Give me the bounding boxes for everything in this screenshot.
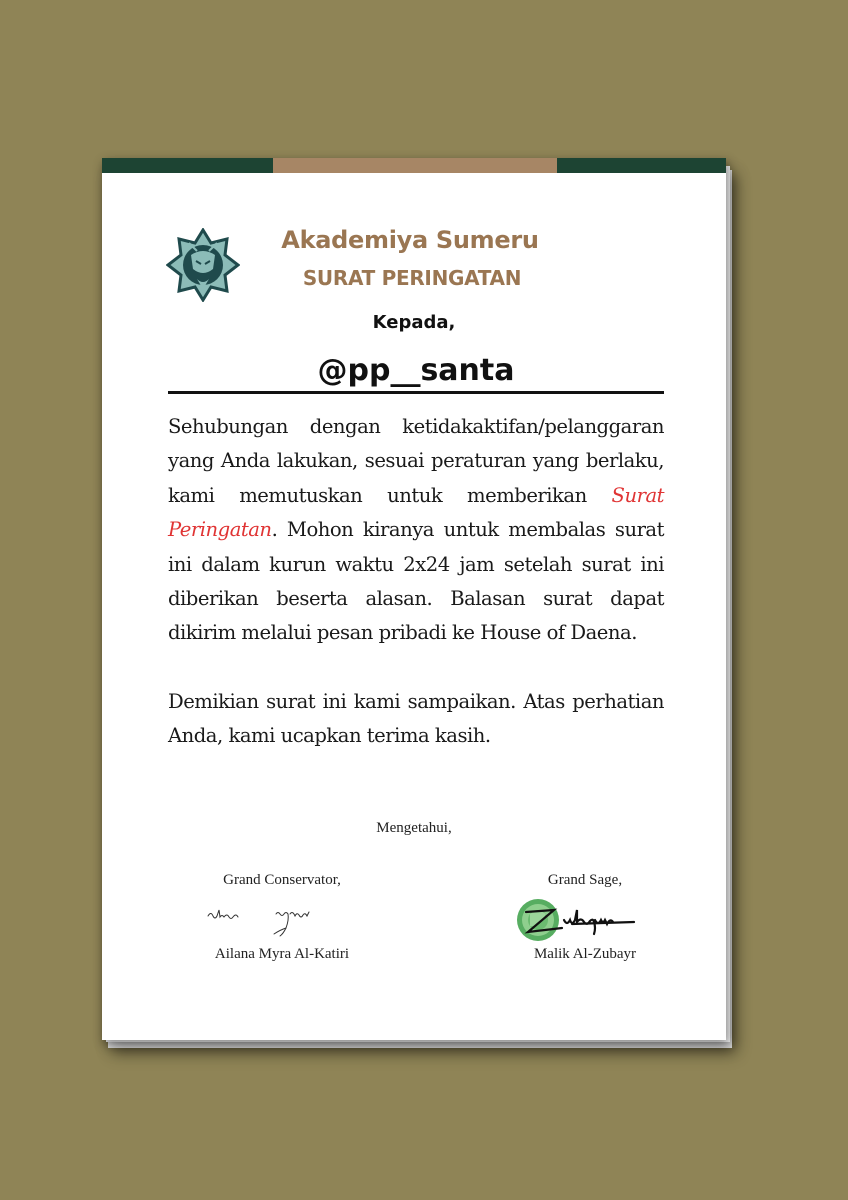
signatory-role-right: Grand Sage, — [547, 872, 623, 888]
signature-block-right — [502, 872, 668, 966]
signatory-role-left: Grand Conservator, — [223, 872, 341, 888]
document-title: SURAT PERINGATAN — [302, 266, 522, 290]
band-brown-center — [273, 158, 557, 173]
akademiya-emblem-icon — [166, 228, 240, 302]
body-p1-after: . Mohon kiranya untuk membalas surat ini dalam kurun waktu 2x24 jam setelah surat ini diberikan beserta alasan. Balasan surat dapat dikirim melalui pesan pribadi ke House of Daena. — [168, 518, 664, 645]
band-green-right — [557, 158, 726, 173]
letter-body — [168, 410, 664, 754]
signatory-name-right: Malik Al-Zubayr — [533, 946, 637, 962]
body-p1-emphasis: Surat Peringatan — [168, 483, 664, 542]
band-green-left — [102, 158, 273, 173]
letter-page — [102, 158, 726, 1040]
body-paragraph-1 — [168, 410, 664, 651]
handwritten-signature-right — [502, 892, 668, 946]
salutation: Kepada, — [372, 312, 456, 333]
body-p1-before: Sehubungan dengan ketidakaktifan/pelanggaran yang Anda lakukan, sesuai peraturan yang berlaku, kami memutuskan untuk memberikan — [168, 415, 664, 507]
body-paragraph-2: Demikian surat ini kami sampaikan. Atas perhatian Anda, kami ucapkan terima kasih. — [168, 689, 664, 748]
recipient-handle: @pp__santa — [168, 354, 664, 394]
signatory-name-left: Ailana Myra Al-Katiri — [214, 946, 350, 962]
organization-name: Akademiya Sumeru — [281, 226, 539, 254]
signature-block-left — [178, 872, 386, 966]
top-color-band — [102, 158, 726, 173]
handwritten-signature-left — [178, 892, 386, 946]
wax-seal-icon — [517, 899, 559, 941]
acknowledgement-label: Mengetahui, — [376, 820, 452, 836]
